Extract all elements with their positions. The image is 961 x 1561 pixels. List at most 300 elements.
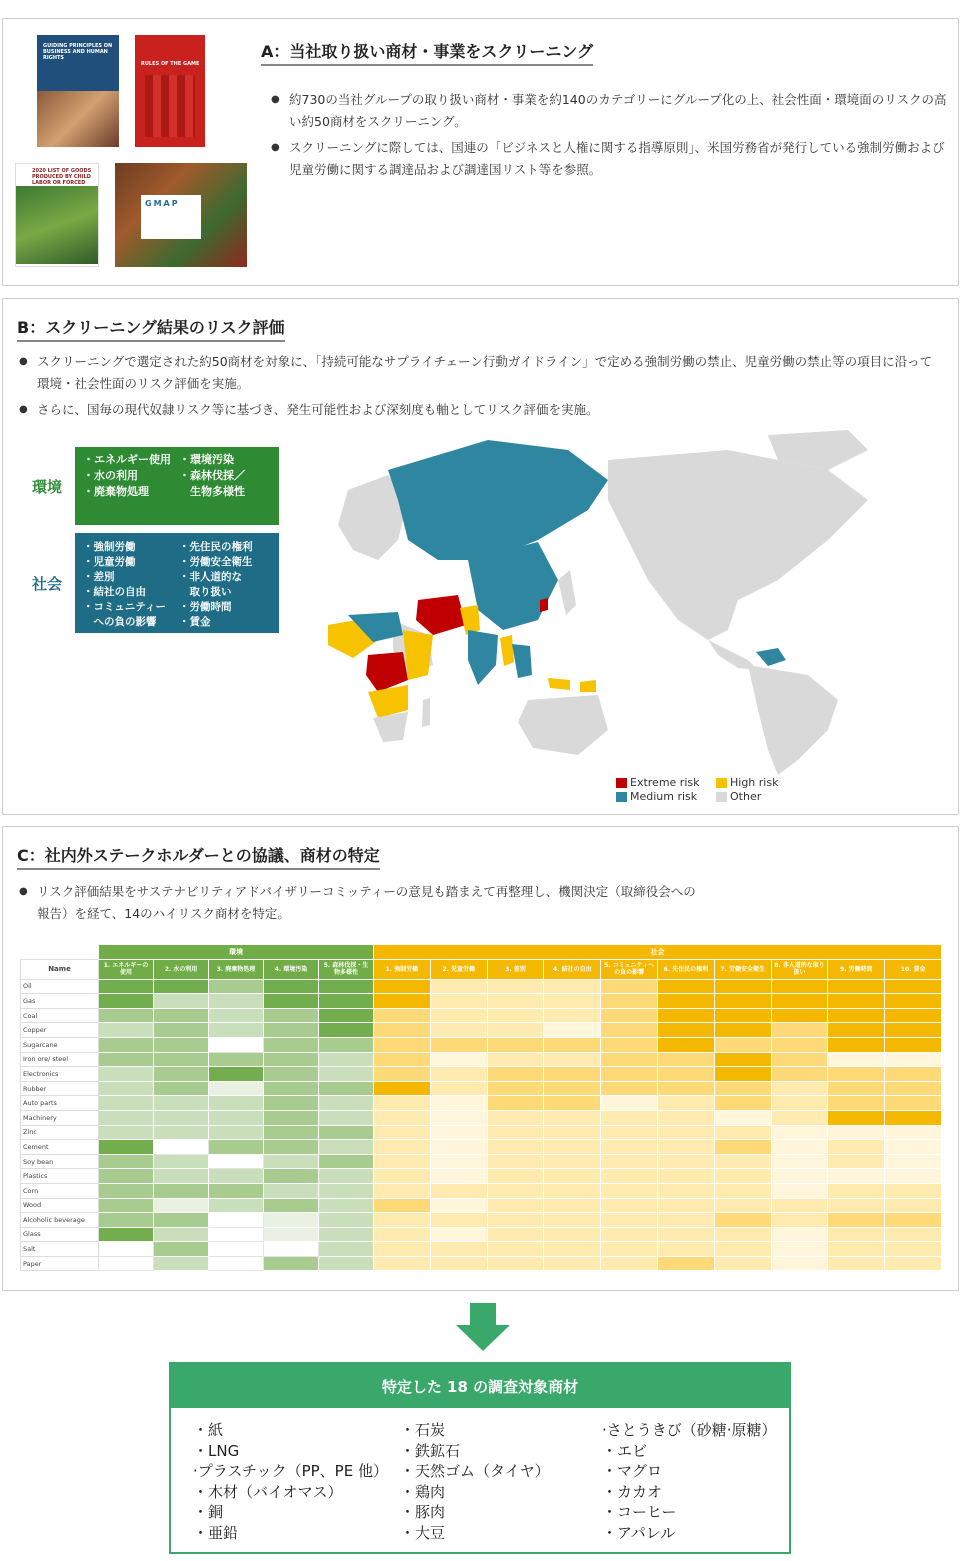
map-png-high (580, 680, 596, 692)
heat-cell-env (209, 1096, 264, 1111)
heat-cell-env (154, 1110, 209, 1125)
map-australia (518, 695, 608, 755)
heat-cell-env (154, 1008, 209, 1023)
heat-cell-social (544, 1067, 601, 1082)
map-myanmar-high (500, 635, 514, 666)
legend-high-risk: High risk (716, 776, 778, 789)
heat-cell-social (544, 1154, 601, 1169)
heat-cell-social (487, 1242, 544, 1257)
heat-cell-social (885, 1023, 942, 1038)
heat-cell-env (99, 1008, 154, 1023)
heat-cell-social (430, 1023, 487, 1038)
table-row (21, 1110, 942, 1125)
heat-cell-env (209, 1037, 264, 1052)
heat-cell-env (154, 1096, 209, 1111)
list-item: への負の影響 (83, 616, 157, 628)
heat-cell-social (714, 1125, 771, 1140)
heat-cell-social (601, 1052, 658, 1067)
list-item: ・コミュニティー (83, 601, 166, 613)
heat-cell-social (714, 1213, 771, 1228)
table-row (21, 1125, 942, 1140)
heat-cell-social (828, 1169, 885, 1184)
list-item: ・差別 (83, 571, 115, 583)
heat-cell-social (601, 1081, 658, 1096)
heat-cell-social (885, 1256, 942, 1271)
cover-un-guiding-principles: GUIDING PRINCIPLES ON BUSINESS AND HUMAN RIGHTS (37, 35, 119, 147)
heat-cell-social (374, 1110, 431, 1125)
heat-cell-social (601, 1242, 658, 1257)
heat-cell-env (99, 1256, 154, 1271)
row-label: Wood (21, 1198, 99, 1213)
list-item: ・労働安全衛生 (179, 556, 253, 568)
heat-cell-social (430, 1110, 487, 1125)
heat-cell-env (209, 1140, 264, 1155)
heat-cell-social (771, 1096, 828, 1111)
heat-cell-env (264, 1081, 319, 1096)
heat-cell-social (714, 1081, 771, 1096)
social-column-header: 1. 強制労働 (374, 959, 431, 979)
heat-cell-social (658, 1169, 715, 1184)
heat-cell-env (209, 1242, 264, 1257)
heat-cell-env (319, 1198, 374, 1213)
heat-cell-env (154, 1169, 209, 1184)
map-north-america (608, 450, 868, 640)
heat-cell-env (264, 994, 319, 1009)
heat-cell-social (771, 979, 828, 994)
heat-cell-social (828, 1067, 885, 1082)
env-column-header: 5. 森林伐採・生物多様性 (319, 959, 374, 979)
heat-cell-env (99, 1140, 154, 1155)
heat-cell-env (264, 1037, 319, 1052)
heat-cell-social (714, 1052, 771, 1067)
heat-cell-social (771, 1023, 828, 1038)
table-row (21, 1037, 942, 1052)
bullet: ● スクリーニングに際しては、国連の「ビジネスと人権に関する指導原則」、米国労務省が発行している強制労働および児童労働に関する調達品および調達国リスト等を参照。 (271, 137, 947, 181)
heat-cell-social (487, 1154, 544, 1169)
table-row (21, 1052, 942, 1067)
heat-cell-social (374, 1023, 431, 1038)
heat-cell-env (319, 1037, 374, 1052)
heat-cell-env (99, 1183, 154, 1198)
heatmap-group-header (21, 945, 942, 960)
heat-cell-social (714, 1169, 771, 1184)
heat-cell-env (264, 1183, 319, 1198)
heat-cell-social (544, 1256, 601, 1271)
result-box (169, 1362, 791, 1554)
list-item: ·さとうきび（砂糖·原糖） (602, 1421, 777, 1439)
map-sea-medium (512, 644, 532, 678)
heat-cell-env (319, 1256, 374, 1271)
heat-cell-social (601, 1227, 658, 1242)
heat-cell-env (99, 1169, 154, 1184)
heat-cell-social (601, 1008, 658, 1023)
heat-cell-social (430, 1067, 487, 1082)
heat-cell-env (154, 1256, 209, 1271)
row-label: Coal (21, 1008, 99, 1023)
heat-cell-social (487, 1198, 544, 1213)
map-japan (558, 570, 576, 615)
heat-cell-social (771, 1242, 828, 1257)
heat-cell-social (771, 994, 828, 1009)
heat-cell-social (374, 1081, 431, 1096)
heat-cell-env (264, 1169, 319, 1184)
cover-dol-list-of-goods: 2020 LIST OF GOODS PRODUCED BY CHILD LABOR OR FORCED (15, 163, 99, 267)
heat-cell-social (374, 1125, 431, 1140)
heat-cell-social (828, 1110, 885, 1125)
environment-items-col1 (83, 453, 179, 521)
heat-cell-env (99, 1023, 154, 1038)
env-column-header: 1. エネルギーの使用 (99, 959, 154, 979)
heat-cell-social (544, 1242, 601, 1257)
social-column-header: 2. 児童労働 (430, 959, 487, 979)
heat-cell-social (714, 1067, 771, 1082)
list-item: ・賃金 (179, 616, 211, 628)
map-central-africa-extreme (366, 652, 408, 692)
social-column-header: 5. コミュニティへの負の影響 (601, 959, 658, 979)
heat-cell-social (487, 1008, 544, 1023)
heat-cell-env (264, 1067, 319, 1082)
heat-cell-env (99, 1052, 154, 1067)
row-label: Auto parts (21, 1096, 99, 1111)
heat-cell-social (601, 1023, 658, 1038)
panel-a-title: A：当社取り扱い商材・事業をスクリーニング (261, 39, 593, 66)
heat-cell-social (828, 979, 885, 994)
heat-cell-social (828, 994, 885, 1009)
bullet: ● スクリーニングで選定された約50商材を対象に、「持続可能なサプライチェーン行動ガイドライン」で定める強制労働の禁止、児童労働の禁止等の項目に沿って環境・社会性面のリスク評価を実施。 (19, 351, 943, 395)
heat-cell-social (487, 1183, 544, 1198)
heat-cell-social (374, 1067, 431, 1082)
heat-cell-social (487, 1052, 544, 1067)
row-label: Iron ore/ steel (21, 1052, 99, 1067)
heat-cell-social (828, 1183, 885, 1198)
heat-cell-social (374, 1227, 431, 1242)
list-item: ・労働時間 (179, 601, 232, 613)
heat-cell-env (264, 1140, 319, 1155)
heat-cell-social (771, 1140, 828, 1155)
heat-cell-social (601, 994, 658, 1009)
heat-cell-social (658, 1037, 715, 1052)
heat-cell-social (601, 1110, 658, 1125)
heat-cell-env (264, 1256, 319, 1271)
heat-cell-social (658, 1140, 715, 1155)
heat-cell-social (544, 1096, 601, 1111)
heat-cell-social (430, 1125, 487, 1140)
heat-cell-social (487, 1140, 544, 1155)
env-column-header: 3. 廃棄物処理 (209, 959, 264, 979)
heat-cell-social (430, 1154, 487, 1169)
heat-cell-social (714, 1023, 771, 1038)
heat-cell-env (209, 1169, 264, 1184)
row-label: Salt (21, 1242, 99, 1257)
heat-cell-env (154, 1037, 209, 1052)
social-column-header: 6. 先住民の権利 (658, 959, 715, 979)
heat-cell-social (828, 1154, 885, 1169)
heat-cell-social (714, 1154, 771, 1169)
heat-cell-social (828, 1198, 885, 1213)
group-environment: 環境 (99, 945, 374, 960)
table-row (21, 1227, 942, 1242)
heat-cell-social (885, 1110, 942, 1125)
heat-cell-social (771, 1008, 828, 1023)
map-russia-medium (388, 440, 608, 560)
heat-cell-social (658, 1081, 715, 1096)
heat-cell-env (99, 1110, 154, 1125)
list-item: ・天然ゴム（タイヤ） (400, 1462, 550, 1480)
heat-cell-social (714, 1140, 771, 1155)
heat-cell-social (544, 1052, 601, 1067)
heat-cell-social (544, 1037, 601, 1052)
list-item: ・銅 (193, 1503, 224, 1521)
list-item: ·プラスチック（PP、PE 他） (193, 1462, 388, 1480)
heat-cell-env (154, 1183, 209, 1198)
panel-a-bullets (271, 89, 947, 185)
heat-cell-social (374, 979, 431, 994)
heat-cell-env (319, 1227, 374, 1242)
table-row (21, 1067, 942, 1082)
heat-cell-social (714, 1183, 771, 1198)
table-row (21, 1081, 942, 1096)
heat-cell-env (264, 1008, 319, 1023)
heat-cell-social (658, 1023, 715, 1038)
heat-cell-env (154, 1227, 209, 1242)
heat-cell-env (99, 1227, 154, 1242)
heat-cell-social (544, 1227, 601, 1242)
heat-cell-env (264, 1198, 319, 1213)
heat-cell-social (885, 1213, 942, 1228)
heat-cell-env (99, 994, 154, 1009)
heat-cell-social (374, 1037, 431, 1052)
row-label: Copper (21, 1023, 99, 1038)
heat-cell-env (209, 1081, 264, 1096)
heat-cell-env (209, 1023, 264, 1038)
heat-cell-social (374, 1256, 431, 1271)
list-item: 取り扱い (179, 586, 232, 598)
heat-cell-env (264, 979, 319, 994)
heat-cell-env (154, 1052, 209, 1067)
heat-cell-env (264, 1110, 319, 1125)
heat-cell-social (430, 1213, 487, 1228)
heat-cell-social (601, 1256, 658, 1271)
heat-cell-social (487, 1096, 544, 1111)
heat-cell-env (99, 1213, 154, 1228)
heat-cell-env (99, 979, 154, 994)
heat-cell-social (374, 1052, 431, 1067)
heat-cell-social (544, 1125, 601, 1140)
social-column-header: 10. 賃金 (885, 959, 942, 979)
heat-cell-social (658, 1008, 715, 1023)
heat-cell-env (319, 994, 374, 1009)
heat-cell-social (885, 1125, 942, 1140)
heat-cell-env (319, 1169, 374, 1184)
heat-cell-social (430, 1198, 487, 1213)
heat-cell-env (209, 994, 264, 1009)
list-item: ・結社の自由 (83, 586, 146, 598)
heat-cell-social (544, 1110, 601, 1125)
social-risk-box (18, 532, 280, 634)
heat-cell-social (544, 1023, 601, 1038)
heat-cell-env (319, 1154, 374, 1169)
heat-cell-env (209, 1154, 264, 1169)
legend-medium-risk: Medium risk (616, 790, 697, 803)
heat-cell-env (319, 1213, 374, 1228)
down-arrow-icon (456, 1303, 510, 1351)
heat-cell-social (487, 994, 544, 1009)
map-north-korea-extreme (540, 598, 548, 612)
table-row (21, 1169, 942, 1184)
heat-cell-social (601, 1125, 658, 1140)
heat-cell-env (99, 1198, 154, 1213)
row-label: Sugarcane (21, 1037, 99, 1052)
heat-cell-env (264, 1125, 319, 1140)
table-row (21, 1140, 942, 1155)
heat-cell-social (487, 1213, 544, 1228)
heat-cell-env (264, 1227, 319, 1242)
heat-cell-env (209, 1227, 264, 1242)
heat-cell-env (319, 1125, 374, 1140)
table-row (21, 1008, 942, 1023)
social-items-col1 (83, 541, 179, 629)
row-label: Plastics (21, 1169, 99, 1184)
heat-cell-social (885, 1081, 942, 1096)
heat-cell-social (658, 1198, 715, 1213)
heat-cell-social (487, 1037, 544, 1052)
list-item: ・石炭 (400, 1421, 446, 1439)
heat-cell-env (209, 1213, 264, 1228)
list-item: ・アパレル (602, 1523, 676, 1542)
cover-gmap: GMAP (115, 163, 247, 267)
heat-cell-social (487, 1125, 544, 1140)
heat-cell-social (714, 979, 771, 994)
heat-cell-social (885, 1096, 942, 1111)
list-item: ・LNG (193, 1441, 240, 1460)
heat-cell-social (487, 1067, 544, 1082)
heat-cell-env (319, 1052, 374, 1067)
heat-cell-social (430, 979, 487, 994)
heat-cell-social (487, 979, 544, 994)
heat-cell-social (828, 1227, 885, 1242)
list-item: ・先住民の権利 (179, 541, 253, 553)
list-item: ・水の利用 (83, 469, 138, 482)
panel-a (2, 18, 959, 286)
result-col-2 (400, 1420, 602, 1543)
heat-cell-social (714, 1037, 771, 1052)
heat-cell-social (714, 1198, 771, 1213)
heat-cell-social (658, 979, 715, 994)
heat-cell-social (885, 979, 942, 994)
heat-cell-social (828, 1125, 885, 1140)
heat-cell-env (154, 994, 209, 1009)
heat-cell-social (771, 1198, 828, 1213)
heat-cell-env (99, 1037, 154, 1052)
heat-cell-social (658, 1242, 715, 1257)
social-column-header: 7. 労働安全衛生 (714, 959, 771, 979)
heat-cell-social (601, 1140, 658, 1155)
heat-cell-social (430, 1037, 487, 1052)
heat-cell-env (319, 1242, 374, 1257)
heat-cell-social (601, 1037, 658, 1052)
table-row (21, 1213, 942, 1228)
heat-cell-social (374, 994, 431, 1009)
heat-cell-social (544, 1183, 601, 1198)
social-column-header: 4. 結社の自由 (544, 959, 601, 979)
heat-cell-social (430, 1227, 487, 1242)
legend-swatch (716, 778, 727, 788)
heat-cell-social (828, 1096, 885, 1111)
panel-c-bullets (19, 881, 699, 929)
heat-cell-social (601, 1183, 658, 1198)
heat-cell-social (771, 1081, 828, 1096)
heat-cell-social (828, 1242, 885, 1257)
heat-cell-social (828, 1008, 885, 1023)
list-item: ・廃棄物処理 (83, 485, 149, 498)
heat-cell-social (885, 1067, 942, 1082)
heat-cell-env (319, 1096, 374, 1111)
list-item: ・鶏肉 (400, 1482, 446, 1501)
heat-cell-social (430, 1256, 487, 1271)
heat-cell-social (487, 1110, 544, 1125)
environment-items-col2 (179, 453, 275, 521)
list-item: ・森林伐採／ (179, 469, 245, 482)
heat-cell-env (99, 1096, 154, 1111)
heat-cell-social (430, 1183, 487, 1198)
heat-cell-social (885, 1169, 942, 1184)
heat-cell-social (374, 1008, 431, 1023)
heat-cell-social (544, 1140, 601, 1155)
env-column-header: 4. 環境汚染 (264, 959, 319, 979)
heat-cell-env (209, 979, 264, 994)
heat-cell-social (771, 1052, 828, 1067)
heat-cell-social (430, 1008, 487, 1023)
row-label: Paper (21, 1256, 99, 1271)
bullet: ● 約730の当社グループの取り扱い商材・事業を約140のカテゴリーにグループ化の上、社会性面・環境面のリスクの高い約50商材をスクリーニング。 (271, 89, 947, 133)
heat-cell-env (319, 979, 374, 994)
heat-cell-social (658, 1067, 715, 1082)
heat-cell-social (885, 1140, 942, 1155)
list-item: ・エビ (602, 1441, 648, 1460)
heat-cell-social (771, 1256, 828, 1271)
heat-cell-env (319, 1081, 374, 1096)
legend-swatch (616, 778, 627, 788)
heat-cell-social (374, 1213, 431, 1228)
heat-cell-env (264, 1242, 319, 1257)
list-item: ・マグロ (602, 1462, 663, 1480)
heat-cell-env (209, 1052, 264, 1067)
table-row (21, 1198, 942, 1213)
heat-cell-env (209, 1110, 264, 1125)
result-col-1 (193, 1420, 400, 1543)
heat-cell-social (374, 1140, 431, 1155)
heat-cell-social (658, 1154, 715, 1169)
heat-cell-social (714, 1227, 771, 1242)
heat-cell-env (154, 1023, 209, 1038)
heat-cell-env (264, 1052, 319, 1067)
legend-swatch (616, 792, 627, 802)
legend-extreme-risk: Extreme risk (616, 776, 699, 789)
list-item: ・エネルギー使用 (83, 453, 171, 466)
legend-other: Other (716, 790, 761, 803)
heat-cell-social (714, 1242, 771, 1257)
heat-cell-social (430, 994, 487, 1009)
heat-cell-social (374, 1183, 431, 1198)
heat-cell-social (430, 1096, 487, 1111)
social-label: 社会 (19, 533, 75, 633)
heat-cell-env (154, 1081, 209, 1096)
heat-cell-social (885, 1052, 942, 1067)
heat-cell-social (430, 1052, 487, 1067)
heat-cell-social (828, 1256, 885, 1271)
heat-cell-social (487, 1169, 544, 1184)
result-col-3 (602, 1420, 777, 1543)
